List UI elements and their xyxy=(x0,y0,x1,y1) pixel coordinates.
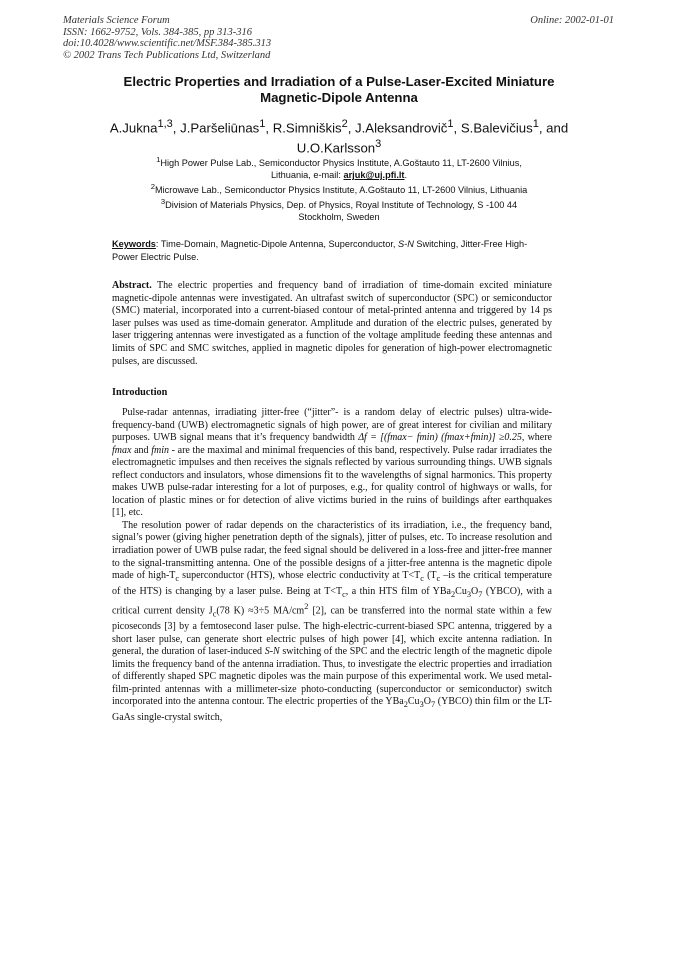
affiliation-text: Lithuania, e-mail: xyxy=(270,170,344,181)
subscript: 7 xyxy=(430,700,436,710)
abstract-text: The electric properties and frequency band of irradiation of time-domain excited miniature magnetic-dipole antennas were investigated. An ultrafast switch of superconductor (SPC) or semiconductor (SMC) material, incorporated into a current-biased contour of metal-printed antenna and triggered by 14 ps laser pulses was used as time-domain generator. Amplitude and duration of the electric pulses, generated by laser triggering antennas were investigated as a function of the voltage amplitude feeding these antennas and limits of SPC and SMC switches, applied in magnetic dipoles for generation of high-power electromagnetic pulses, are discussed. xyxy=(112,280,552,367)
symbol-fmax: fmax xyxy=(112,444,132,456)
author-affiliation-mark: 1 xyxy=(447,118,454,130)
affiliation-text: Microwave Lab., Semiconductor Physics Institute, A.Goštauto 11, LT-2600 Vilnius, Lithuania xyxy=(154,185,528,196)
author-name: A.Jukna xyxy=(109,120,158,136)
issn-line: ISSN: 1662-9752, Vols. 384-385, pp 313-316 xyxy=(63,26,252,38)
affiliation-2 xyxy=(60,181,618,196)
paragraph-text: (T xyxy=(423,570,437,582)
affiliation-mark: 1 xyxy=(156,155,161,164)
and-word: and xyxy=(546,120,569,136)
abstract-label: Abstract. xyxy=(112,280,152,291)
copyright-line: © 2002 Trans Tech Publications Ltd, Switzerland xyxy=(63,49,271,61)
subscript: c xyxy=(436,574,441,584)
author-name: S.Balevičius xyxy=(460,120,533,136)
subscript: 2 xyxy=(403,700,408,710)
paragraph-text: Cu xyxy=(407,696,420,708)
subscript: c xyxy=(212,609,217,619)
paragraph-text: superconductor (HTS), whose electric conductivity at T<T xyxy=(179,570,421,582)
italic-term: S-N xyxy=(264,646,280,658)
paragraph-text: O xyxy=(471,585,479,597)
publication-header xyxy=(63,15,271,61)
affiliation-text: Stockholm, Sweden xyxy=(298,212,380,223)
paragraph-text: (YBCO), with a critical current density J xyxy=(112,585,553,617)
paragraph-text: Pulse-radar antennas, irradiating jitter-free (“jitter”- is a random delay of electric pulses) ultra-wide-frequency-band (UWB) electromagnetic signals of high power, are of great interest for civilian and military purposes. UWB signal means that it’s frequency bandwidth xyxy=(112,407,552,444)
affiliation-mark: 2 xyxy=(150,182,155,191)
doi-line: doi:10.4028/www.scientific.net/MSF.384-385.313 xyxy=(63,38,272,50)
journal-name: Materials Science Forum xyxy=(63,15,170,26)
bandwidth-formula: Δf = [(fmax− fmin) (fmax+fmin)] ≥0.25 xyxy=(358,432,522,444)
affiliation-text: . xyxy=(404,170,408,181)
paper-title xyxy=(60,74,618,106)
subscript: c xyxy=(175,574,180,584)
title-line-1: Electric Properties and Irradiation of a Pulse-Laser-Excited Miniature xyxy=(123,74,555,89)
paragraph-text: , where xyxy=(521,432,553,444)
online-date: Online: 2002-01-01 xyxy=(530,15,614,26)
affiliation-1 xyxy=(60,154,618,181)
author-name: U.O.Karlsson xyxy=(296,140,376,156)
section-heading-introduction: Introduction xyxy=(112,387,168,398)
paragraph xyxy=(112,520,552,725)
paragraph-text: (YBCO) thin film or the LT-GaAs single-crystal switch, xyxy=(112,696,552,723)
paragraph-text: [2], can be transferred into the normal state within a few picoseconds [3] by a femtosecond laser pulse. The high-electric-current-biased SPC antenna, triggered by a short laser pulse, can generate short electric pulses of high power [4], which excite antenna radiation. In general, the duration of laser-induced xyxy=(112,605,552,658)
paragraph-text: O xyxy=(423,696,431,708)
paragraph xyxy=(112,407,552,520)
superscript: 2 xyxy=(304,602,309,612)
subscript: 3 xyxy=(419,700,424,710)
keywords-text: : Time-Domain, Magnetic-Dipole Antenna, Superconductor, xyxy=(155,239,398,249)
abstract xyxy=(112,280,552,368)
author-name: R.Simniškis xyxy=(272,120,342,136)
subscript: 2 xyxy=(450,589,456,599)
affiliation-text: High Power Pulse Lab., Semiconductor Physics Institute, A.Goštauto 11, LT-2600 Vilnius, xyxy=(160,158,522,169)
affiliation-3 xyxy=(60,196,618,223)
paragraph-text: The resolution power of radar depends on the characteristics of its irradiation, i.e., the frequency band, signal’s power (giving higher penetration depth of the signals), jitter of pulses, etc. To increase resolution and irradiation power of UWB pulse radar, the feed signal should be delivered in a loss-free and jitter-free manner to the signal-transmitting antenna. One of the possible designs of a jitter-free antenna is the magnetic dipole made of high-T xyxy=(112,519,552,582)
author-affiliation-mark: 3 xyxy=(375,138,382,151)
symbol-fmin: fmin xyxy=(151,444,169,456)
paragraph-text: (78 K) ≈3÷5 MA/cm xyxy=(216,605,305,617)
subscript: c xyxy=(420,574,424,584)
keywords xyxy=(112,238,552,263)
title-line-2: Magnetic-Dipole Antenna xyxy=(260,90,418,105)
paragraph-text: –is the critical temperature of the HTS) is changing by a laser pulse. Being at T<T xyxy=(112,570,552,597)
keywords-text: S-N xyxy=(398,239,414,249)
paragraph-text: , a thin HTS film of YBa xyxy=(345,585,451,597)
author-affiliation-mark: 2 xyxy=(341,118,348,130)
author-affiliation-mark: 1 xyxy=(259,118,266,130)
paragraph-text: - are the maximal and minimal frequencies of this band, respectively. Pulse radar irradiates the electromagnetic impulses and then receives the signals reflected by various surrounding things. UWB signals reflect conductors and insulators, whose dimensions fit to the wavelengths of signal harmonics. This property makes UWB pulse-radar interesting for a lot of purposes, e.g., for quality control of highways or walls, for location of plastic mines or for detection of alive victims buried in the ruins of buildings after earthquakes [1], etc. xyxy=(112,444,552,519)
subscript: 3 xyxy=(466,589,471,599)
email-link[interactable]: arjuk@uj.pfi.lt xyxy=(343,170,405,181)
author-affiliation-mark: 1,3 xyxy=(157,118,173,130)
author-name: J.Aleksandrovič xyxy=(355,120,448,136)
subscript: 7 xyxy=(478,589,483,599)
paragraph-text: and xyxy=(131,444,152,456)
paragraph-text: Cu xyxy=(455,585,467,597)
author-name: J.Paršeliūnas xyxy=(180,120,260,136)
affiliation-text: Division of Materials Physics, Dep. of Physics, Royal Institute of Technology, S -100 44 xyxy=(165,200,518,211)
introduction-body xyxy=(112,407,552,724)
keywords-text: Switching, Jitter-Free High-Power Electric Pulse. xyxy=(112,239,528,262)
keywords-label: Keywords xyxy=(112,239,156,249)
author-list: A.Jukna$^{1,3}$, J.Paršeliūnas$^1$, R.Simniškis$^2$, J.Aleksandrovič$^1$, S.Balevičius$^1$, and U.O.Karlsson$^3$ xyxy=(109,118,569,156)
author-affiliation-mark: 1 xyxy=(532,118,539,130)
paragraph-text: switching of the SPC and the electric length of the magnetic dipole limits the frequency band of the antenna irradiation. Thus, to investigate the electric properties and irradiation of differently shaped SPC magnetic dipoles was the main purpose of this experimental work. We used metal-film-printed antennas with a millimeter-size photo-conducting (superconductor or semiconductor) switch incorporated into the antenna contour. The electric properties of the YBa xyxy=(112,646,552,708)
affiliation-mark: 3 xyxy=(160,197,166,206)
subscript: c xyxy=(342,589,346,599)
